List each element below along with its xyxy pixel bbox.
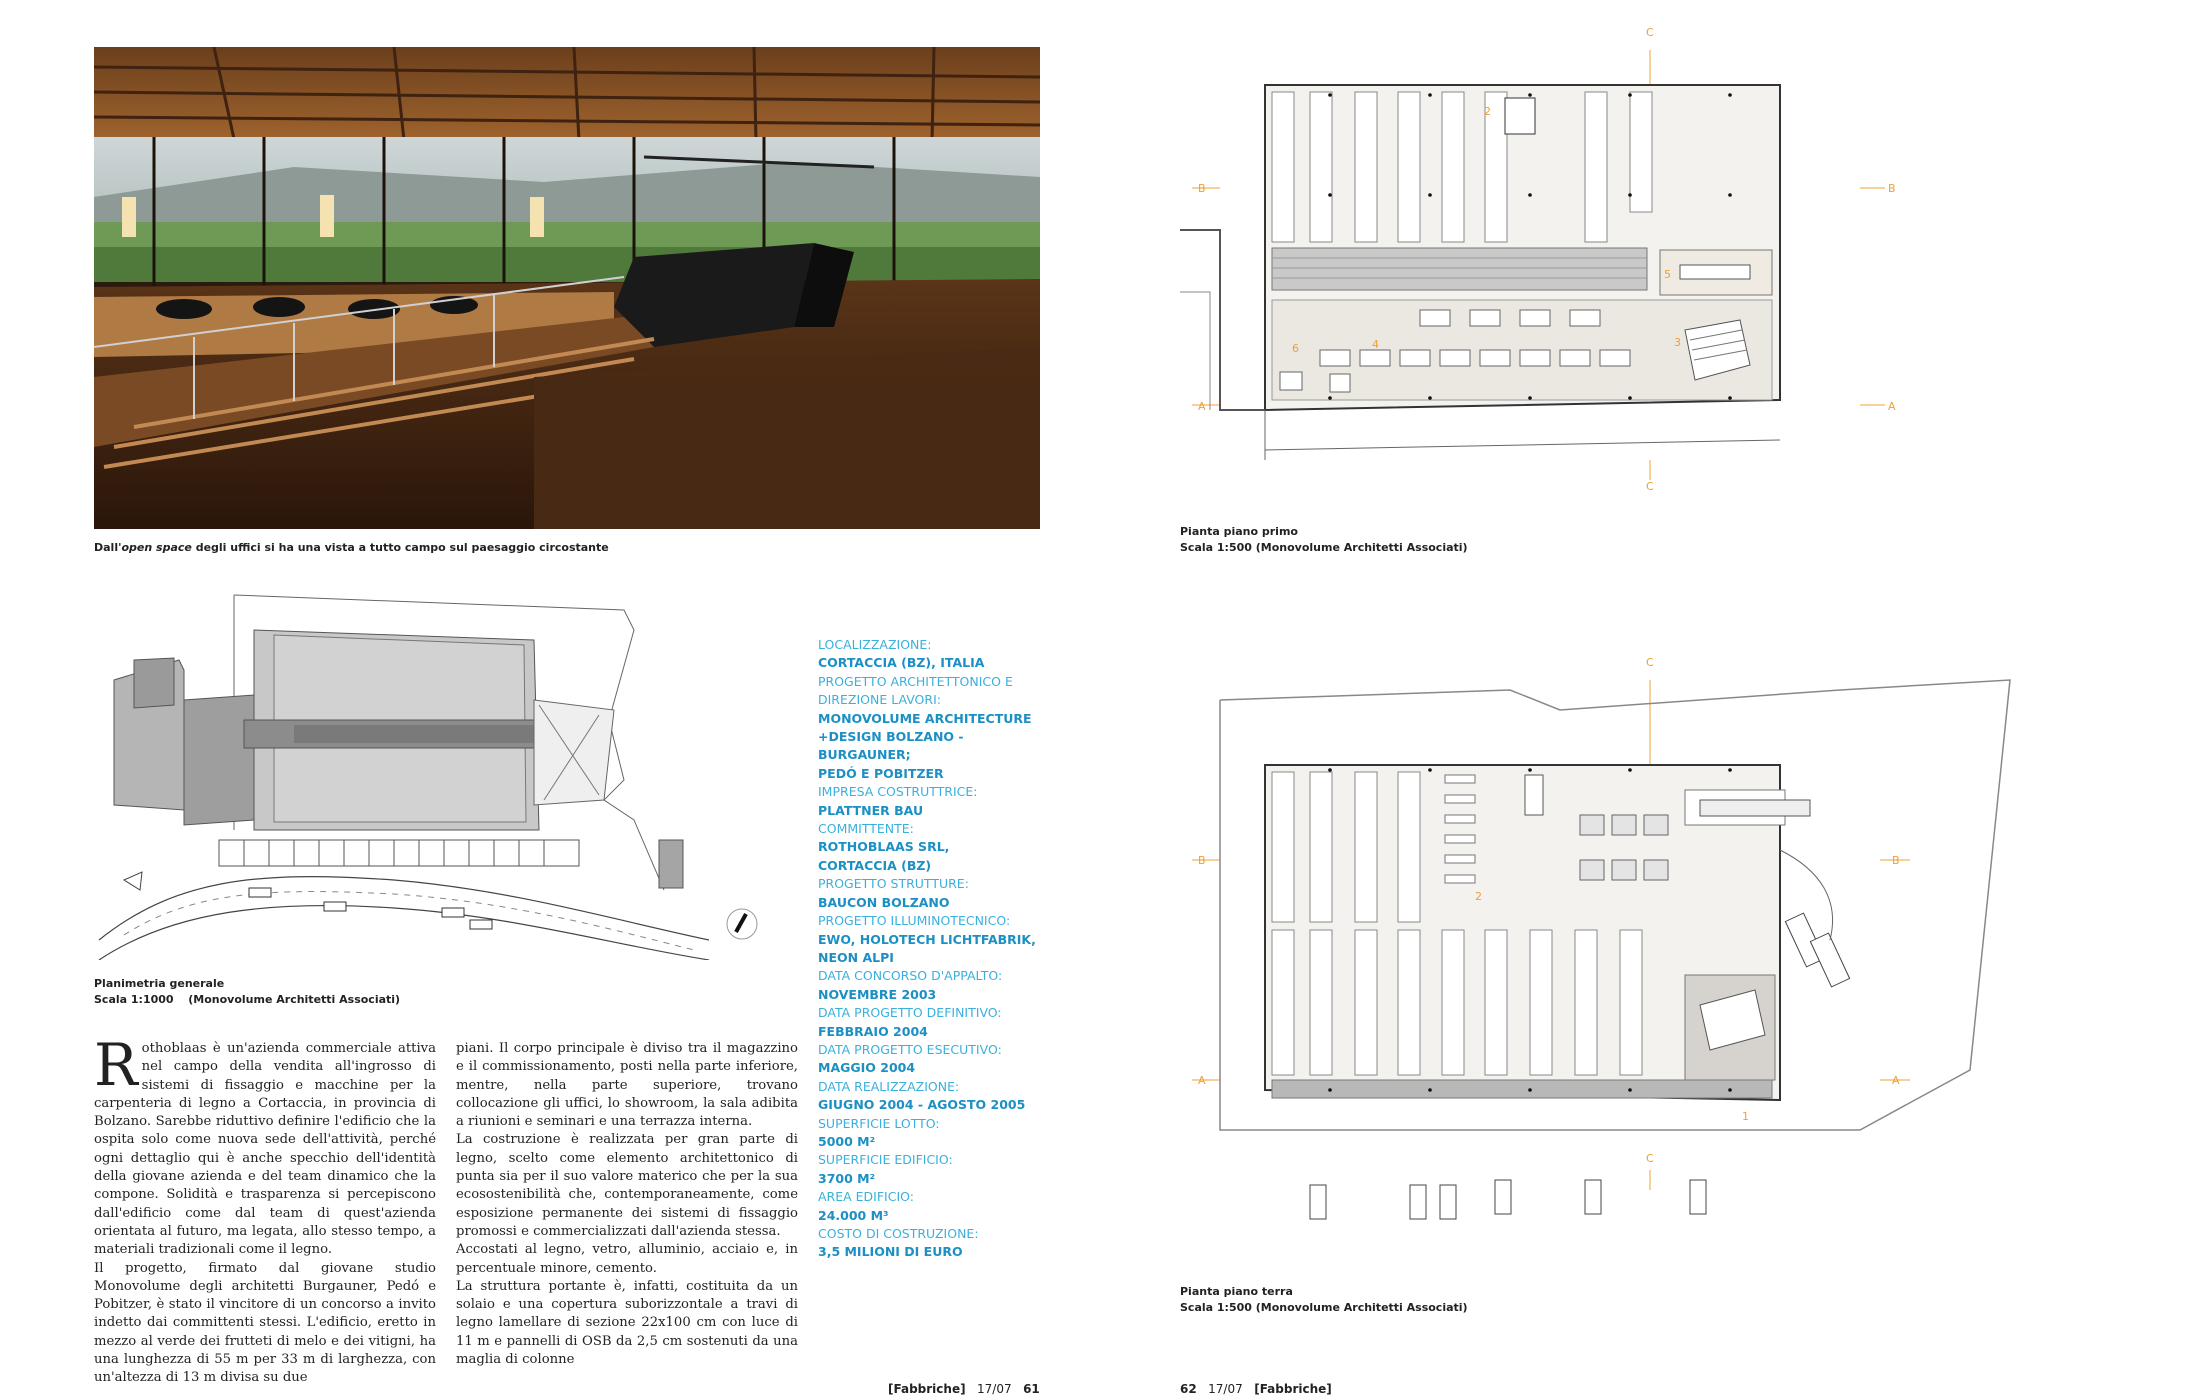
article-paragraph-6: La struttura portante è, infatti, costituita da un solaio e una copertura suborizzontale a travi di legno lamellare di sezione 22x100 cm con luce di 11 m e pannelli di OSB da 2,5 cm sostenuti da una maglia di colonne: [456, 1278, 798, 1368]
info-label: DATA PROGETTO ESECUTIVO:: [818, 1041, 1002, 1057]
info-label: PROGETTO ILLUMINOTECNICO:: [818, 913, 1011, 929]
info-label: LOCALIZZAZIONE:: [818, 637, 932, 652]
site-plan-title: Planimetria generale: [94, 977, 225, 990]
photo-caption-pre: Dall': [94, 541, 122, 554]
info-value: CORTACCIA (BZ): [818, 857, 932, 873]
ground-plan-section-b-left: B: [1198, 854, 1206, 867]
first-plan-room-6: 6: [1292, 342, 1299, 355]
info-label: DATA CONCORSO D'APPALTO:: [818, 968, 1003, 984]
site-plan-drawing: [94, 590, 714, 960]
first-floor-plan-drawing: [1180, 20, 1910, 500]
site-plan-credit: (Monovolume Architetti Associati): [188, 993, 401, 1006]
info-value: 3,5 MILIONI DI EURO: [818, 1244, 963, 1260]
article-paragraph-2: Il progetto, firmato dal giovane studio Monovolume degli architetti Burgauner, Pedó e Pobitzer, è stato il vincitore di un concorso a invito indetto dai committenti stessi. L'edificio, eretto in mezzo al verde dei frutteti di melo e dei vitigni, ha una lunghezza di 55 m per 33 m di larghezza, con un'altezza di 13 m divisa su due: [94, 1260, 436, 1386]
first-plan-room-2: 2: [1484, 105, 1491, 118]
article-paragraph-4: La costruzione è realizzata per gran parte di legno, scelto come elemento architettonico di punta sia per il suo valore materico che per la sua ecosostenibilità che, contemporaneamente, come esposizione permanente dei sistemi di fissaggio promossi e commercializzati dall'azienda stessa.: [456, 1132, 798, 1239]
article-column-2: [456, 1040, 798, 1369]
office-photo-image: [94, 47, 1040, 529]
article-column-1: [94, 1031, 436, 1388]
site-plan-scale: Scala 1:1000: [94, 993, 174, 1006]
info-value: MONOVOLUME ARCHITECTURE: [818, 710, 1032, 726]
info-value: PEDÓ E POBITZER: [818, 765, 944, 781]
folio-right: [1180, 1382, 1332, 1396]
first-plan-room-4: 4: [1372, 338, 1379, 351]
info-label: SUPERFICIE EDIFICIO:: [818, 1152, 953, 1168]
photo-caption: [94, 540, 1040, 556]
info-value: ROTHOBLAAS SRL,: [818, 839, 950, 855]
site-plan-scale-line: [94, 992, 694, 1008]
info-value: 5000 M²: [818, 1133, 876, 1149]
article-paragraph-5: Accostati al legno, vetro, alluminio, acciaio e, in percentuale minore, cemento.: [456, 1242, 798, 1276]
project-data-column: [818, 636, 1058, 1262]
folio-right-page: 62: [1180, 1382, 1197, 1396]
ground-plan-section-a-right: A: [1892, 1074, 1900, 1087]
ground-floor-caption: [1180, 1284, 1780, 1316]
info-label: IMPRESA COSTRUTTRICE:: [818, 784, 978, 800]
ground-plan-room-1: 1: [1742, 1110, 1749, 1123]
info-value: NOVEMBRE 2003: [818, 986, 937, 1002]
site-plan-caption: [94, 976, 694, 1008]
ground-plan-section-b-right: B: [1892, 854, 1900, 867]
first-plan-section-c-bottom: C: [1646, 480, 1654, 493]
info-value: +DESIGN BOLZANO - BURGAUNER;: [818, 729, 964, 763]
info-label: PROGETTO ARCHITETTONICO E DIREZIONE LAVORI:: [818, 673, 1013, 708]
first-floor-caption: [1180, 524, 1780, 556]
photo-caption-emphasis: open space: [121, 541, 192, 554]
info-label: SUPERFICIE LOTTO:: [818, 1115, 940, 1131]
folio-left-issue: 17/07: [977, 1382, 1012, 1396]
first-plan-section-c-top: C: [1646, 26, 1654, 39]
first-floor-title: Pianta piano primo: [1180, 525, 1298, 538]
ground-plan-room-2: 2: [1475, 890, 1482, 903]
folio-left-magazine: [Fabbriche]: [888, 1382, 966, 1396]
ground-floor-scale: Scala 1:500: [1180, 1301, 1252, 1314]
first-floor-credit: (Monovolume Architetti Associati): [1255, 541, 1468, 554]
info-label: AREA EDIFICIO:: [818, 1189, 914, 1205]
ground-floor-scale-line: [1180, 1300, 1780, 1316]
ground-floor-credit: (Monovolume Architetti Associati): [1255, 1301, 1468, 1314]
info-label: PROGETTO STRUTTURE:: [818, 876, 969, 892]
info-value: MAGGIO 2004: [818, 1060, 916, 1076]
article-paragraph-1: othoblaas è un'azienda commerciale attiva nel campo della vendita all'ingrosso di sistemi di fissaggio e macchine per la carpenteria di legno a Cortaccia, in provincia di Bolzano. Sarebbe riduttivo definire l'edificio che la ospita solo come nuova sede dell'attività, perché ogni dettaglio qui è anche specchio dell'identità della giovane azienda e del team dinamico che la compone. Solidità e trasparenza si percepiscono dall'edificio come dal team di quest'azienda orientata al futuro, ma legata, allo stesso tempo, a materiali tradizionali come il legno.: [94, 1041, 436, 1258]
folio-right-issue: 17/07: [1208, 1382, 1243, 1396]
office-photo: [94, 47, 1040, 529]
first-plan-room-5: 5: [1664, 268, 1671, 281]
info-value: 24.000 M³: [818, 1207, 889, 1223]
dropcap: R: [94, 1031, 138, 1099]
info-value: BAUCON BOLZANO: [818, 894, 950, 910]
first-plan-section-a-left: A: [1198, 400, 1206, 413]
info-value: EWO, HOLOTECH LICHTFABRIK,: [818, 931, 1036, 947]
first-floor-scale-line: [1180, 540, 1780, 556]
folio-left: [888, 1382, 1040, 1396]
first-plan-section-b-right: B: [1888, 182, 1896, 195]
north-arrow-icon: [722, 904, 762, 944]
info-value: FEBBRAIO 2004: [818, 1023, 928, 1039]
ground-floor-title: Pianta piano terra: [1180, 1285, 1293, 1298]
info-label: DATA REALIZZAZIONE:: [818, 1078, 960, 1094]
info-value: PLATTNER BAU: [818, 802, 924, 818]
photo-caption-post: degli uffici si ha una vista a tutto campo sul paesaggio circostante: [191, 541, 609, 554]
first-plan-section-b-left: B: [1198, 182, 1206, 195]
first-plan-section-a-right: A: [1888, 400, 1896, 413]
info-value: CORTACCIA (BZ), ITALIA: [818, 655, 985, 671]
info-label: DATA PROGETTO DEFINITIVO:: [818, 1005, 1002, 1021]
first-plan-room-3: 3: [1674, 336, 1681, 349]
folio-left-page: 61: [1023, 1382, 1040, 1396]
info-label: COSTO DI COSTRUZIONE:: [818, 1226, 979, 1241]
ground-plan-section-a-left: A: [1198, 1074, 1206, 1087]
ground-floor-plan-drawing: [1180, 650, 2030, 1270]
article-paragraph-3: piani. Il corpo principale è diviso tra il magazzino e il commissionamento, posti nella parte inferiore, mentre, nella parte superiore, trovano collocazione gli uffici, lo showroom, la sala adibita a riunioni e seminari e una terrazza interna.: [456, 1041, 798, 1130]
ground-plan-section-c-bottom: C: [1646, 1152, 1654, 1165]
info-value: NEON ALPI: [818, 949, 894, 965]
folio-right-magazine: [Fabbriche]: [1254, 1382, 1332, 1396]
first-floor-scale: Scala 1:500: [1180, 541, 1252, 554]
info-label: COMMITTENTE:: [818, 821, 914, 837]
info-value: GIUGNO 2004 - AGOSTO 2005: [818, 1097, 1026, 1113]
info-value: 3700 M²: [818, 1170, 876, 1186]
ground-plan-section-c-top: C: [1646, 656, 1654, 669]
